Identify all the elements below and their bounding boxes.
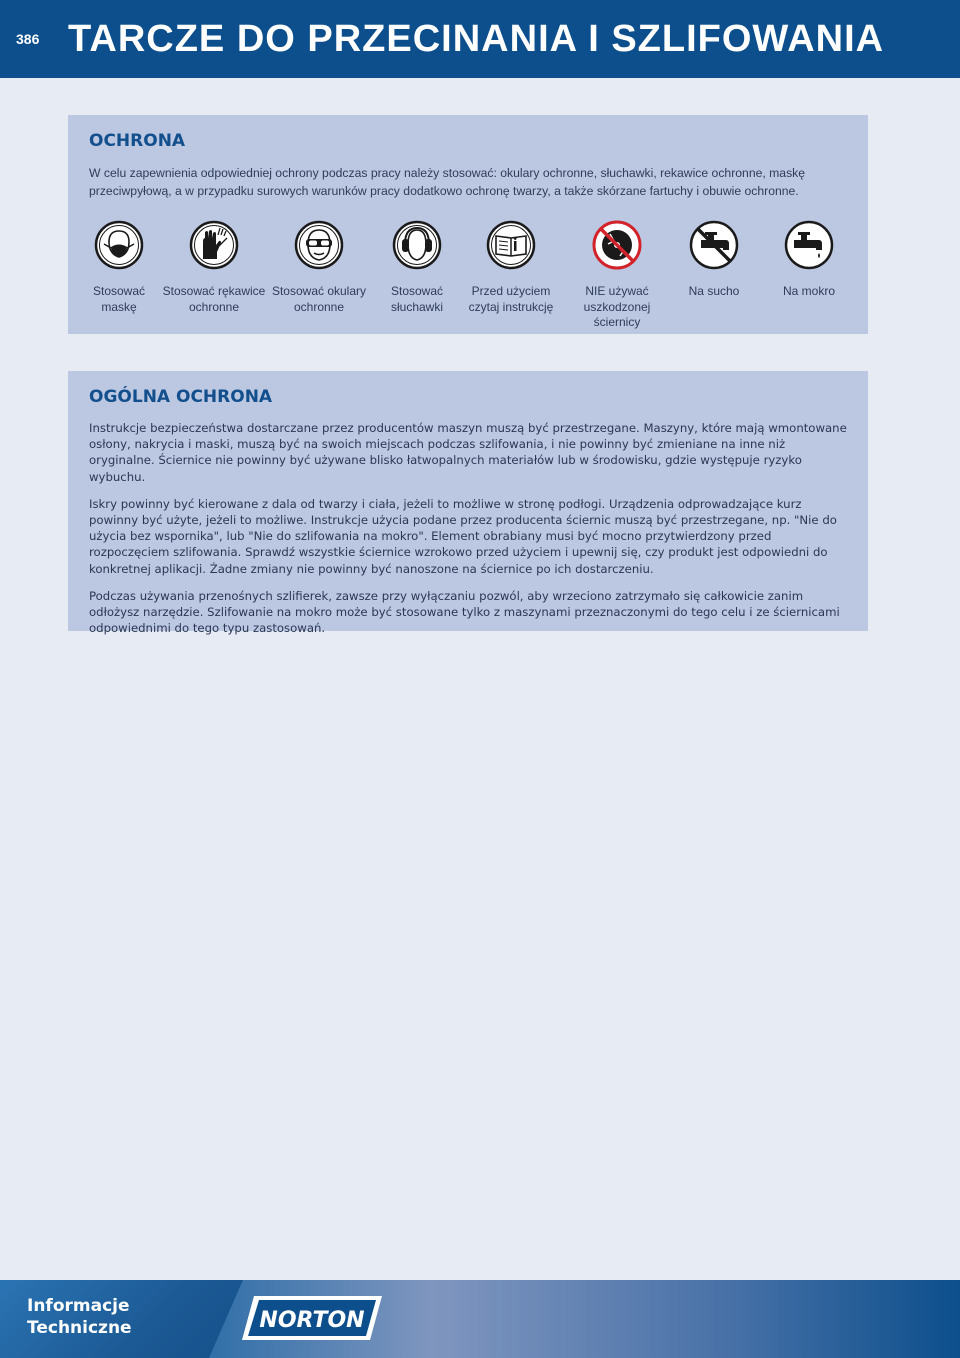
- label-line: czytaj instrukcję: [468, 299, 554, 314]
- wet-icon: [784, 220, 834, 270]
- norton-logo-text: NORTON: [259, 1308, 365, 1333]
- label-line: ściernicy: [593, 315, 641, 329]
- no-damaged-wheel-icon: [592, 220, 642, 270]
- footer-line: Techniczne: [27, 1318, 132, 1338]
- paragraph: Iskry powinny być kierowane z dala od twarzy i ciała, jeżeli to możliwe w stronę podłogi. Urządzenia odprowadzające kurz powinny być użyte, jeżeli to możliwe. Instrukcje użycia podane przez producenta ściernic muszą być przestrzegane, np. "Nie do użycia bez wspornika", lub "Nie do szlifowania na mokro". Element obrabiany musi być mocno przytwierdzony przed rozpoczęciem szlifowania. Sprawdź wszystkie ściernice wzrokowo przed użyciem i upewnij się, czy produkt jest odpowiedni do konkretnej aplikacji. Żadne zmiany nie powinny być nanoszone na ściernice po ich dostarczeniu.: [89, 496, 837, 576]
- page-footer: [0, 1280, 960, 1358]
- paragraph: Podczas używania przenośnych szlifierek, zawsze przy wyłączaniu pozwól, aby wrzeciono zatrzymało się całkowicie zanim odłożysz narzędzie. Szlifowanie na mokro może być stosowane tylko z maszynami przeznaczonymi do tego celu i ze ściernicami odpowiednimi do tego typu zastosowań.: [89, 588, 840, 636]
- mask-icon: [94, 220, 144, 270]
- label-line: uszkodzonej: [583, 299, 651, 314]
- label-line: Stosować rękawice: [162, 284, 266, 298]
- label-line: NIE używać: [585, 284, 649, 298]
- ochrona-panel: [68, 115, 868, 334]
- page-header: [0, 0, 960, 78]
- safety-item-goggles: [264, 220, 374, 315]
- dry-icon: [689, 220, 739, 270]
- safety-item-gloves: [159, 220, 269, 315]
- label-line: Stosować: [390, 284, 444, 298]
- label-line: ochronne: [188, 299, 240, 314]
- norton-logo: [240, 1294, 384, 1342]
- footer-section-label: [27, 1295, 132, 1339]
- ogolna-body: [89, 420, 851, 647]
- safety-item-wet: [754, 220, 864, 300]
- page-number: 386: [16, 31, 40, 47]
- label-line: Na mokro: [782, 284, 835, 298]
- footer-line: Informacje: [27, 1296, 130, 1316]
- safety-item-no-damaged-wheel: [562, 220, 672, 331]
- ochrona-intro: W celu zapewnienia odpowiedniej ochrony podczas pracy należy stosować: okulary ochronne, słuchawki, rekawice ochronne, maskę przeciwpyłową, a w przypadku surowych warunków pracy dodatkowo ochronę twarzy, a także skórzane fartuchy i obuwie ochronne.: [89, 166, 806, 198]
- ogolna-title: OGÓLNA OCHRONA: [89, 387, 273, 407]
- label-line: słuchawki: [390, 299, 444, 314]
- safety-item-dry: [659, 220, 769, 300]
- ochrona-title: OCHRONA: [89, 131, 186, 151]
- safety-item-manual: [456, 220, 566, 315]
- ogolna-panel: [68, 371, 868, 636]
- label-line: Na sucho: [688, 284, 740, 298]
- safety-icons-row: [68, 220, 868, 330]
- page-title: TARCZE DO PRZECINANIA I SZLIFOWANIA: [68, 18, 885, 60]
- ear-protection-icon: [392, 220, 442, 270]
- manual-icon: [486, 220, 536, 270]
- label-line: Stosować okulary: [271, 284, 367, 298]
- label-line: Przed użyciem: [471, 284, 551, 298]
- label-line: ochronne: [293, 299, 345, 314]
- label-line: Stosować: [92, 284, 146, 298]
- safety-item-mask: [64, 220, 174, 315]
- label-line: maskę: [101, 299, 137, 314]
- paragraph: Instrukcje bezpieczeństwa dostarczane przez producentów maszyn muszą być przestrzegane. Maszyny, które mają wmontowane osłony, nakrycia i maski, muszą być na swoich miejscach podczas szlifowania, i nie powinny być zmieniane na inne niż oryginalne. Ściernice nie powinny być używane blisko łatwopalnych materiałów lub w środowisku, gdzie występuje ryzyko wybuchu.: [89, 421, 847, 484]
- goggles-icon: [294, 220, 344, 270]
- gloves-icon: [189, 220, 239, 270]
